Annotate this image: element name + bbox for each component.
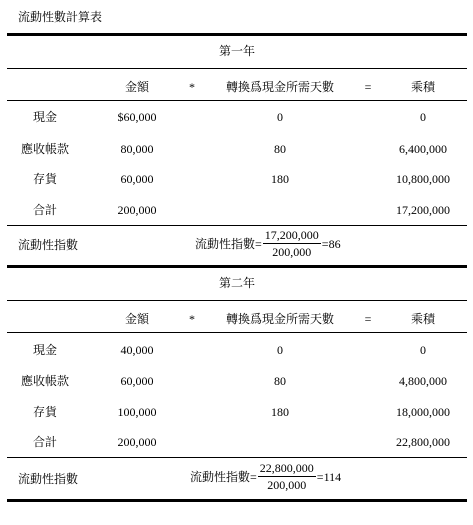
year1-total-product: 17,200,000 [396, 203, 450, 217]
year1-total-rule [7, 225, 467, 226]
year1-total-amount: 200,000 [117, 203, 157, 217]
year2-total-product: 22,800,000 [396, 435, 450, 449]
year2-fraction [258, 461, 316, 492]
year1-header-times: * [189, 80, 195, 94]
year1-result: 86 [328, 236, 341, 251]
year2-header-product: 乘積 [410, 312, 436, 326]
top-rule [7, 33, 467, 36]
year2-row-amount: 100,000 [117, 405, 157, 419]
year1-row-amount: 60,000 [120, 172, 154, 186]
year1-subheader-rule [7, 100, 467, 101]
year2-row-amount: 40,000 [120, 343, 154, 357]
year1-row-days: 80 [274, 142, 286, 156]
year2-denominator: 200,000 [267, 478, 307, 492]
year1-formula-label: 流動性指數 [195, 236, 256, 251]
document-title: 流動性數計算表 [18, 10, 103, 24]
year2-row-days: 0 [277, 343, 283, 357]
year1-index-label: 流動性指數 [18, 238, 79, 252]
year1-row-name: 現金 [32, 110, 58, 124]
year1-row-amount: $60,000 [117, 110, 157, 124]
year1-numerator: 17,200,000 [264, 228, 319, 242]
year2-row-name: 存貨 [32, 405, 58, 419]
year1-row-days: 180 [271, 172, 289, 186]
year2-total-name: 合計 [32, 435, 58, 449]
year2-header-equals: = [364, 312, 372, 326]
year2-total-rule [7, 457, 467, 458]
year1-index-formula [195, 228, 341, 259]
year2-header-times: * [189, 312, 195, 326]
year1-row-product: 10,800,000 [396, 172, 450, 186]
year2-formula-equals: = [250, 469, 257, 484]
year2-row-amount: 60,000 [120, 374, 154, 388]
year2-index-formula [190, 461, 341, 492]
year1-fraction [263, 228, 321, 259]
year2-header-days: 轉換爲現金所需天數 [225, 312, 335, 326]
year1-header-days: 轉換爲現金所需天數 [225, 80, 335, 94]
year2-result: 114 [323, 469, 342, 484]
year2-row-name: 現金 [32, 343, 58, 357]
year2-top-rule [7, 265, 467, 268]
year1-row-product: 0 [420, 110, 426, 124]
year1-row-amount: 80,000 [120, 142, 154, 156]
year1-header-equals: = [364, 80, 372, 94]
year1-header-product: 乘積 [410, 80, 436, 94]
year2-subheader-rule [7, 332, 467, 333]
bottom-rule [7, 499, 467, 502]
year1-total-name: 合計 [32, 203, 58, 217]
year2-row-days: 80 [274, 374, 286, 388]
year2-header-amount: 金額 [124, 312, 150, 326]
year2-index-label: 流動性指數 [18, 472, 79, 486]
year1-formula-equals: = [255, 236, 262, 251]
year1-header-amount: 金額 [124, 80, 150, 94]
year2-row-days: 180 [271, 405, 289, 419]
year1-row-name: 應收帳款 [20, 142, 70, 156]
year2-row-product: 18,000,000 [396, 405, 450, 419]
year2-row-product: 4,800,000 [399, 374, 447, 388]
year1-header-rule [7, 68, 467, 69]
year1-row-name: 存貨 [32, 172, 58, 186]
year2-label: 第二年 [218, 276, 256, 290]
year1-row-days: 0 [277, 110, 283, 124]
year1-label: 第一年 [218, 44, 256, 58]
year2-result-equals: = [316, 469, 324, 484]
year2-total-amount: 200,000 [117, 435, 157, 449]
year1-denominator: 200,000 [272, 245, 312, 259]
year1-row-product: 6,400,000 [399, 142, 447, 156]
year2-numerator: 22,800,000 [259, 461, 314, 475]
year2-row-name: 應收帳款 [20, 374, 70, 388]
year2-formula-label: 流動性指數 [190, 469, 251, 484]
year1-result-equals: = [321, 236, 329, 251]
year2-header-rule [7, 300, 467, 301]
year2-row-product: 0 [420, 343, 426, 357]
